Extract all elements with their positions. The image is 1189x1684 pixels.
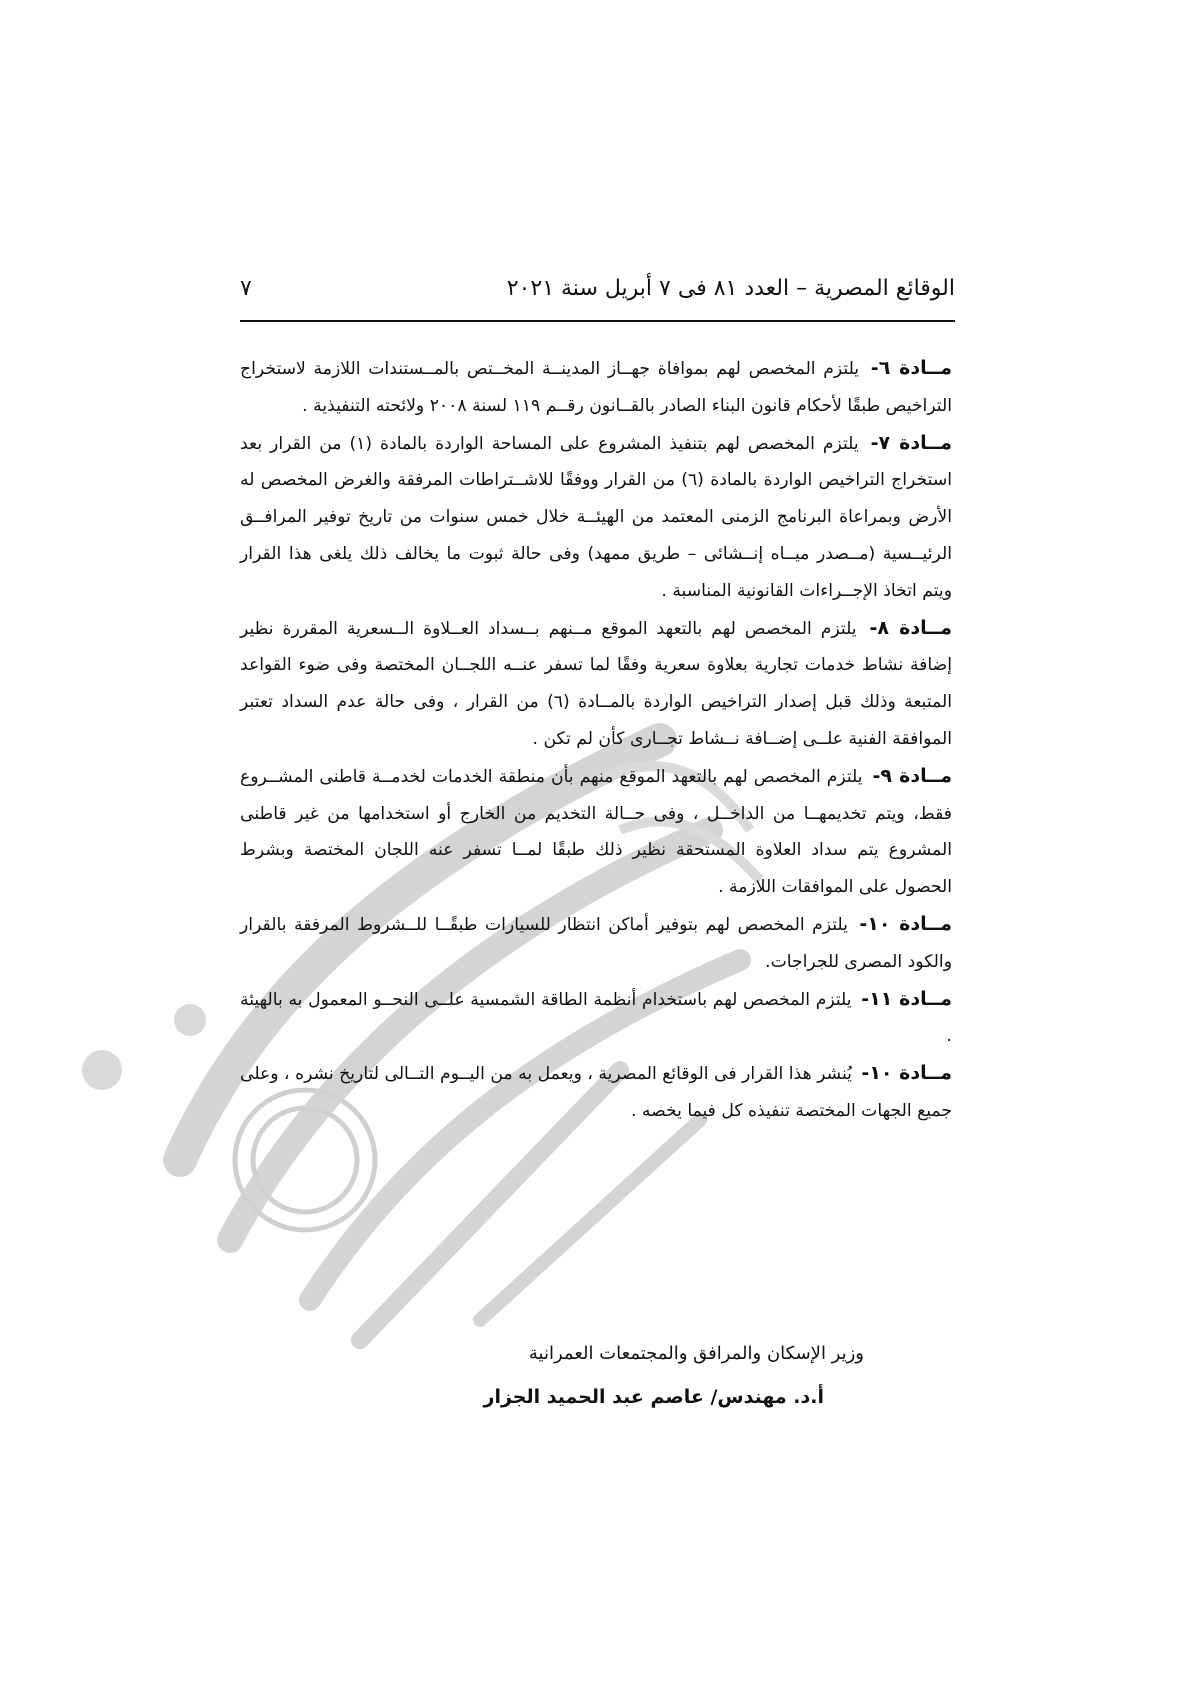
article-label: مــادة ٩- xyxy=(872,764,952,787)
article-label: مــادة ٧- xyxy=(870,431,953,454)
article-label: مــادة ٦- xyxy=(870,357,953,379)
article-text: يلتزم المخصص لهم باستخدام أنظمة الطاقة الشمسية علــى النحــو المعمول به بالهيئة . xyxy=(240,989,952,1047)
article-label: مــادة ١٠- xyxy=(859,912,953,935)
gazette-header-title: الوقائع المصرية – العدد ٨١ فى ٧ أبريل سنة ٢٠٢١ xyxy=(506,276,955,301)
article-8 xyxy=(240,610,952,758)
minister-title: وزير الإسكان والمرافق والمجتمعات العمرانية xyxy=(528,1343,864,1364)
page-number: ٧ xyxy=(240,276,252,301)
article-text: يلتزم المخصص لهم بالتعهد الموقع مــنهم بــسداد العــلاوة الــسعرية المقررة نظير إضافة نشاط خدمات تجارية بعلاوة سعرية وفقًا لما تسفر عنــه اللجــان المختصة وفى ضوء القواعد المتبعة وذلك قبل إصدار التراخيص الواردة بالمــادة (٦) من القرار ، وفى حالة عدم السداد تعتبر الموافقة الفنية علــى إضــافة نــشاط تجــارى كأن لم تكن . xyxy=(240,618,952,749)
article-text: يلتزم المخصص لهم بالتعهد الموقع منهم بأن منطقة الخدمات لخدمــة قاطنى المشــروع فقط، ويتم تخديمهــا من الداخــل ، وفى حــالة التخديم من الخارج أو استخدامها من غير قاطنى المشروع يتم سداد العلاوة المستحقة نظير ذلك طبقًا لمــا تسفر عنه اللجان المختصة وبشرط الحصول على الموافقات اللازمة . xyxy=(240,766,952,898)
article-9 xyxy=(240,758,952,906)
signature-block xyxy=(484,1336,864,1416)
article-label: مــادة ٨- xyxy=(869,616,953,639)
article-10 xyxy=(240,906,952,981)
minister-name: أ.د. مهندس/ عاصم عبد الحميد الجزار xyxy=(483,1386,824,1408)
article-publication xyxy=(240,1055,952,1130)
header-divider xyxy=(240,320,955,322)
article-11 xyxy=(240,981,952,1056)
article-text: يلتزم المخصص لهم بموافاة جهــاز المدينــة المخــتص بالمــستندات اللازمة لاستخراج التراخيص طبقًا لأحكام قانون البناء الصادر بالقــانون رقــم ١١٩ لسنة ٢٠٠٨ ولائحته التنفيذية . xyxy=(240,359,952,416)
article-text: يلتزم المخصص لهم بتنفيذ المشروع على المساحة الواردة بالمادة (١) من القرار بعد استخراج التراخيص الواردة بالمادة (٦) من القرار ووفقًا للاشــتراطات المرفقة والغرض المخصص له الأرض وبمراعاة البرنامج الزمنى المعتمد من الهيئــة خلال خمس سنوات من تاريخ توفير المرافــق الرئيــسية (مــصدر ميــاه إنــشائى – طريق ممهد) وفى حالة ثبوت ما يخالف ذلك يلغى هذا القرار ويتم اتخاذ الإجــراءات القانونية المناسبة . xyxy=(240,433,952,601)
article-6 xyxy=(240,350,952,425)
page-header xyxy=(240,272,955,320)
article-7 xyxy=(240,425,952,610)
article-text: يُنشر هذا القرار فى الوقائع المصرية ، ويعمل به من اليــوم التــالى لتاريخ نشره ، وعلى جميع الجهات المختصة تنفيذه كل فيما يخصه . xyxy=(240,1064,952,1121)
decree-articles xyxy=(240,350,952,1130)
article-label: مــادة ١٠- xyxy=(861,1062,953,1085)
article-label: مــادة ١١- xyxy=(861,987,952,1010)
article-text: يلتزم المخصص لهم بتوفير أماكن انتظار للسيارات طبقًــا للــشروط المرفقة بالقرار والكود المصرى للجراجات. xyxy=(240,914,952,972)
